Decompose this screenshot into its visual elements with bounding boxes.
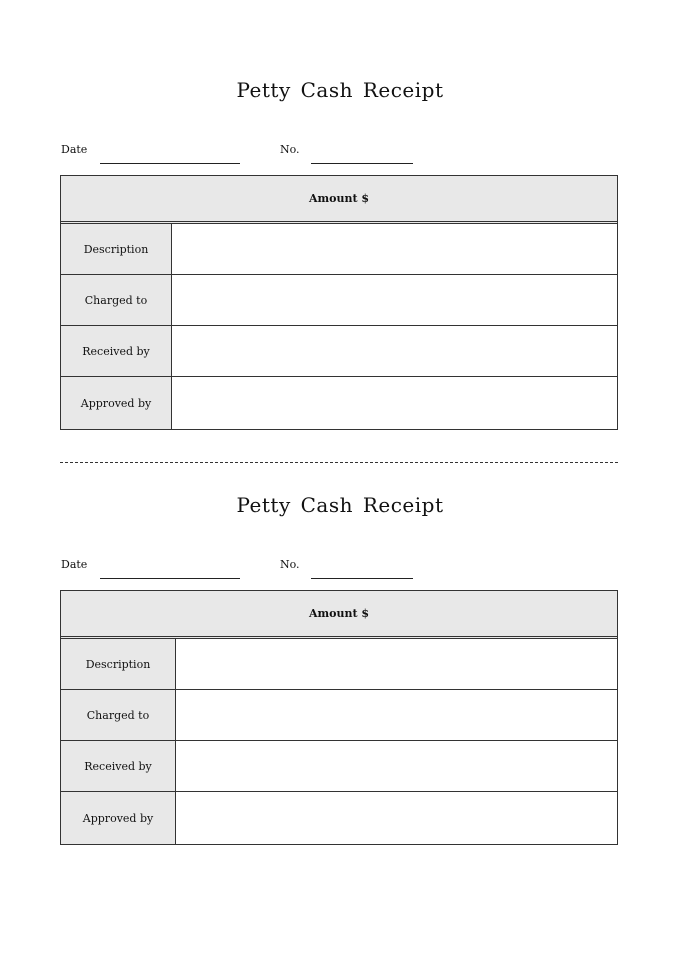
amount-label: Amount $	[308, 192, 370, 205]
receipt-table	[60, 590, 618, 845]
date-label: Date	[61, 143, 88, 156]
table-row	[61, 639, 617, 690]
approved-by-label: Approved by	[61, 377, 172, 429]
received-by-label: Received by	[61, 741, 176, 791]
table-row	[61, 792, 617, 844]
date-field[interactable]	[100, 163, 240, 164]
amount-label: Amount $	[308, 607, 370, 620]
charged-to-label: Charged to	[61, 690, 176, 740]
table-row	[61, 224, 617, 275]
description-field[interactable]	[176, 639, 617, 689]
number-label: No.	[280, 143, 300, 156]
received-by-field[interactable]	[172, 326, 617, 376]
description-label: Description	[61, 224, 172, 274]
charged-to-field[interactable]	[176, 690, 617, 740]
approved-by-label: Approved by	[61, 792, 176, 844]
table-row	[61, 690, 617, 741]
received-by-field[interactable]	[176, 741, 617, 791]
date-field[interactable]	[100, 578, 240, 579]
amount-header	[61, 176, 617, 224]
approved-by-field[interactable]	[176, 792, 617, 844]
table-row	[61, 741, 617, 792]
approved-by-field[interactable]	[172, 377, 617, 429]
date-label: Date	[61, 558, 88, 571]
charged-to-field[interactable]	[172, 275, 617, 325]
amount-header	[61, 591, 617, 639]
table-row	[61, 275, 617, 326]
received-by-label: Received by	[61, 326, 172, 376]
description-field[interactable]	[172, 224, 617, 274]
cut-line-divider	[60, 462, 618, 463]
table-row	[61, 377, 617, 429]
receipt-title: Petty Cash Receipt	[236, 78, 444, 102]
number-label: No.	[280, 558, 300, 571]
charged-to-label: Charged to	[61, 275, 172, 325]
receipt-title: Petty Cash Receipt	[236, 493, 444, 517]
number-field[interactable]	[311, 163, 413, 164]
table-row	[61, 326, 617, 377]
receipt-table	[60, 175, 618, 430]
description-label: Description	[61, 639, 176, 689]
number-field[interactable]	[311, 578, 413, 579]
